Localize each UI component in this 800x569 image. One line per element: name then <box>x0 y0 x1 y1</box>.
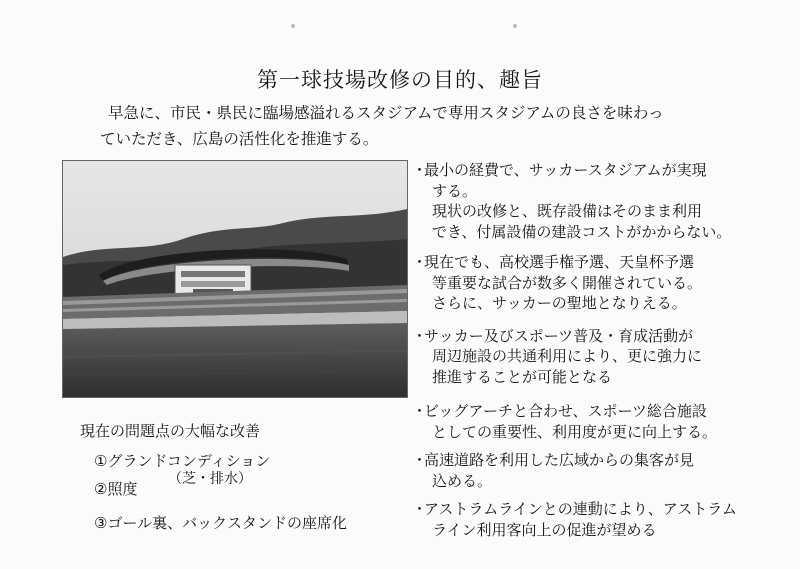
stadium-photo <box>62 160 408 398</box>
list-item-line: アストラムラインとの連動により、アストラム <box>424 500 738 518</box>
bullet-marker: ・ <box>412 451 428 469</box>
problem-note: （芝・排水） <box>168 471 252 487</box>
list-item-line: 高速道路を利用した広域からの集客が見 <box>424 451 695 469</box>
intro-line: 早急に、市民・県民に臨場感溢れるスタジアムで専用スタジアムの良さを味わっ <box>108 104 664 122</box>
list-item-line: 等重要な試合が数多く開催されている。 <box>432 273 703 292</box>
purpose-list <box>408 160 798 540</box>
list-item-line: サッカー及びスポーツ普及・育成活動が <box>424 326 694 345</box>
bullet-marker: ・ <box>412 253 428 271</box>
problem-item: ①グランドコンディション <box>94 452 271 470</box>
stadium-photo-image <box>63 161 407 397</box>
list-item <box>408 401 798 442</box>
scan-speck <box>291 24 295 28</box>
list-item-line: としての重要性、利用度が更に向上する。 <box>432 422 718 441</box>
bullet-marker: ・ <box>412 161 428 179</box>
list-item-line: 最小の経費で、サッカースタジアムが実現 <box>424 161 707 179</box>
list-item-line: ライン利用客向上の促進が望める <box>432 520 657 539</box>
list-item-note: 現状の改修と、既存設備はそのまま利用 <box>432 202 703 220</box>
list-item <box>408 499 798 540</box>
list-item-line: ビッグアーチと合わせ、スポーツ総合施設 <box>424 402 707 420</box>
list-item <box>408 160 798 242</box>
list-item-note: でき、付属設備の建設コストがかからない。 <box>432 222 732 241</box>
bullet-marker: ・ <box>412 500 428 518</box>
list-item-line: 現在でも、高校選手権予選、天皇杯予選 <box>424 253 695 271</box>
list-item-line: する。 <box>432 181 478 200</box>
list-item-line: 周辺施設の共通利用により、更に強力に <box>432 347 703 365</box>
list-item <box>408 450 798 491</box>
list-item <box>408 252 798 314</box>
bullet-marker: ・ <box>412 402 428 420</box>
list-item-note: さらに、サッカーの聖地となりえる。 <box>432 294 687 312</box>
list-item-line: 込める。 <box>432 471 493 490</box>
list-item-line: 推進することが可能となる <box>432 367 613 386</box>
intro-line: ていただき、広島の活性化を推進する。 <box>100 130 379 148</box>
problems-heading: 現在の問題点の大幅な改善 <box>80 422 261 440</box>
intro-text <box>100 100 738 152</box>
problem-item: ③ゴール裏、バックスタンドの座席化 <box>94 514 347 532</box>
page-title: 第一球技場改修の目的、趣旨 <box>257 68 543 92</box>
problem-item: ②照度 <box>94 480 138 498</box>
scan-speck <box>513 24 517 28</box>
bullet-marker: ・ <box>412 326 428 345</box>
list-item <box>408 326 798 388</box>
